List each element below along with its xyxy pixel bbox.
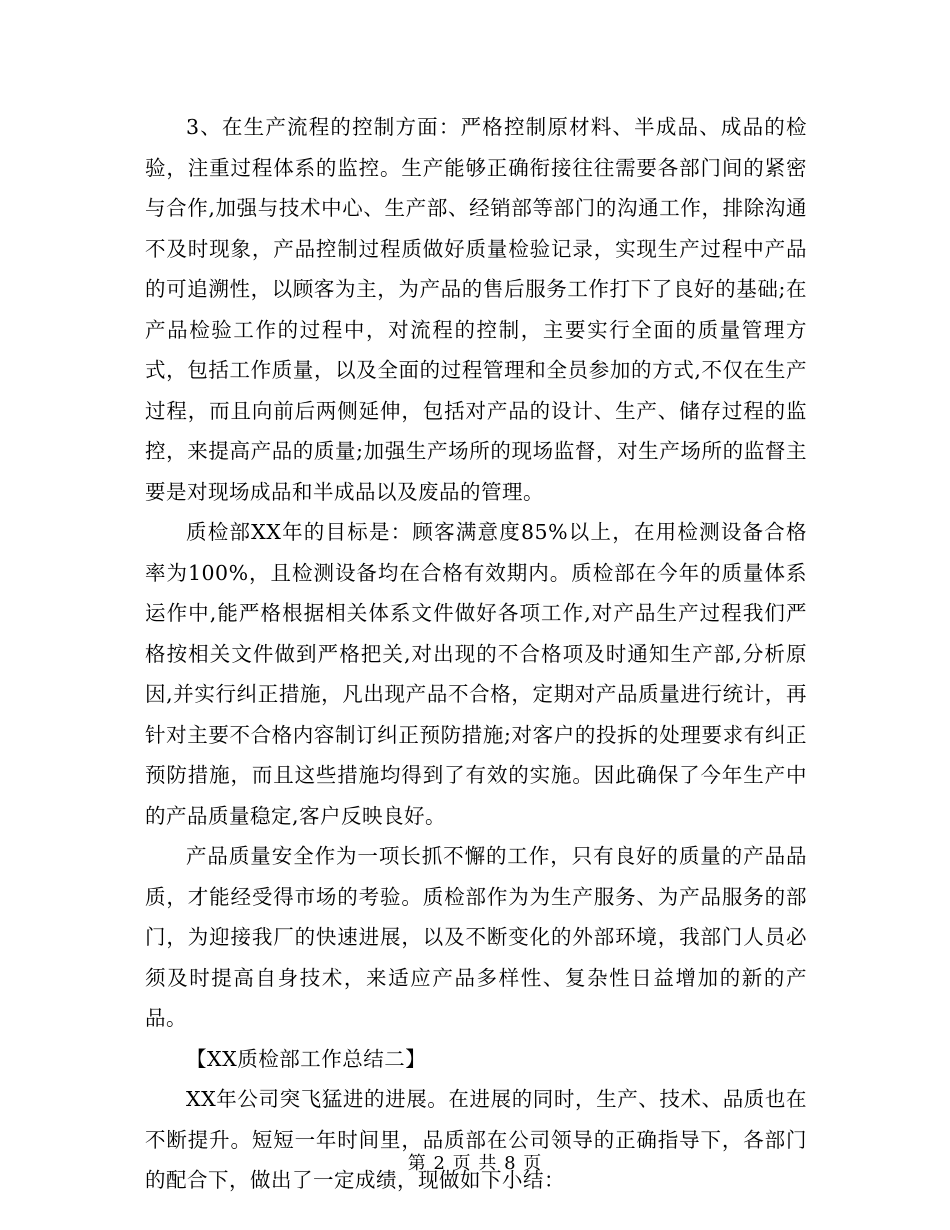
paragraph-production-control: 3、在生产流程的控制方面：严格控制原材料、半成品、成品的检验，注重过程体系的监控。生产能够正确衔接往往需要各部门间的紧密与合作,加强与技术中心、生产部、经销部等部门的沟通工作，排除沟通不及时现象，产品控制过程质做好质量检验记录，实现生产过程中产品的可追溯性，以顾客为主，为产品的售后服务工作打下了良好的基础;在产品检验工作的过程中，对流程的控制，主要实行全面的质量管理方式，包括工作质量，以及全面的过程管理和全员参加的方式,不仅在生产过程，而且向前后两侧延伸，包括对产品的设计、生产、储存过程的监控，来提高产品的质量;加强生产场所的现场监督，对生产场所的监督主要是对现场成品和半成品以及废品的管理。 xyxy=(145,115,807,504)
document-body xyxy=(145,107,807,1201)
paragraph-annual-goals: 质检部XX年的目标是：顾客满意度85%以上，在用检测设备合格率为100%，且检测设备均在合格有效期内。质检部在今年的质量体系运作中,能严格根据相关体系文件做好各项工作,对产品生产过程我们严格按相关文件做到严格把关,对出现的不合格项及时通知生产部,分析原因,并实行纠正措施，凡出现产品不合格，定期对产品质量进行统计，再针对主要不合格内容制订纠正预防措施;对客户的投拆的处理要求有纠正预防措施，而且这些措施均得到了有效的实施。因此确保了今年生产中的产品质量稳定,客户反映良好。 xyxy=(145,520,807,828)
paragraph-company-progress: XX年公司突飞猛进的进展。在进展的同时，生产、技术、品质也在不断提升。短短一年时间里，品质部在公司领导的正确指导下，各部门的配合下，做出了一定成绩，现做如下小结： xyxy=(145,1087,807,1192)
page-number-footer: 第 2 页 共 8 页 xyxy=(407,1153,543,1174)
paragraph-quality-safety: 产品质量安全作为一项长抓不懈的工作，只有良好的质量的产品品质，才能经受得市场的考验。质检部作为为生产服务、为产品服务的部门，为迎接我厂的快速进展，以及不断变化的外部环境，我部门人员必须及时提高自身技术，来适应产品多样性、复杂性日益增加的新的产品。 xyxy=(145,844,807,1030)
section-heading: 【XX质检部工作总结二】 xyxy=(186,1046,427,1071)
